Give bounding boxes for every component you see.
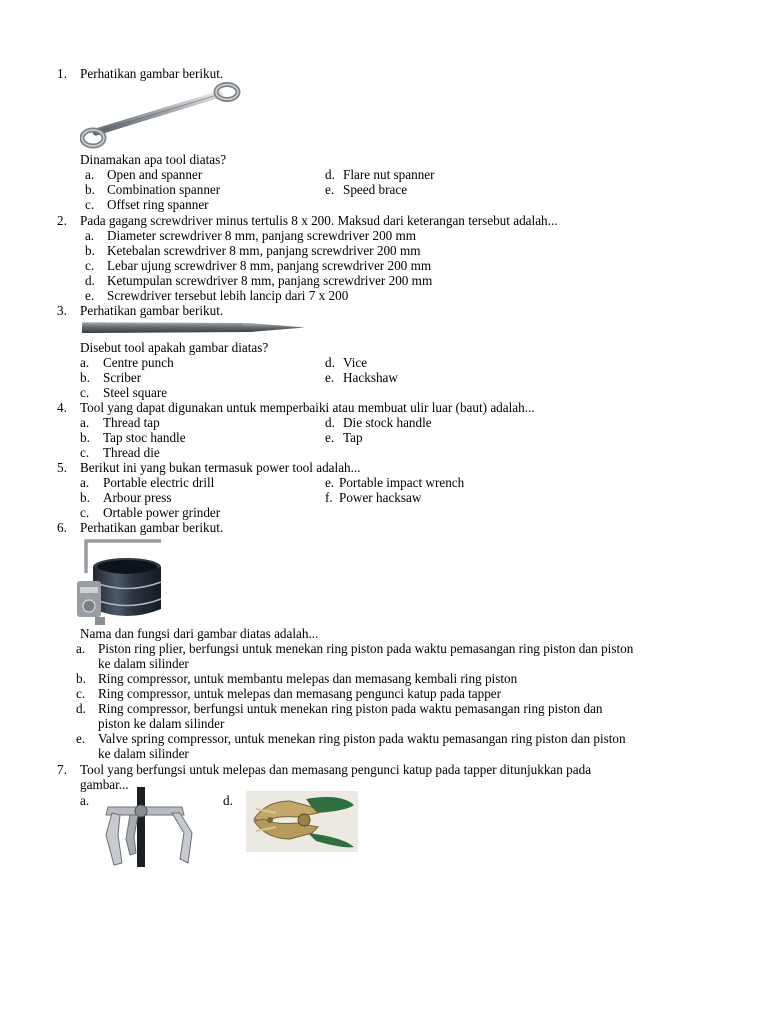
q2-option-d-letter: d. — [85, 273, 95, 288]
q5-text: Berikut ini yang bukan termasuk power tool adalah... — [80, 460, 361, 475]
q3-prompt: Disebut tool apakah gambar diatas? — [80, 340, 269, 355]
q1-text: Perhatikan gambar berikut. — [80, 66, 224, 81]
q3-option-e: Hackshaw — [343, 370, 398, 385]
q6-option-e-line2: ke dalam silinder — [98, 746, 189, 761]
q6-number: 6. — [57, 520, 67, 535]
q1-option-b: Combination spanner — [107, 182, 221, 197]
q4-option-d-letter: d. — [325, 415, 335, 430]
q6-option-a-letter: a. — [76, 641, 86, 656]
q5-option-f-letter: f. — [325, 490, 333, 505]
piston-ring-expander-image — [246, 791, 358, 852]
q4-option-e-letter: e. — [325, 430, 335, 445]
q6-option-d-letter: d. — [76, 701, 86, 716]
q3-text: Perhatikan gambar berikut. — [80, 303, 224, 318]
q5-option-b: Arbour press — [103, 490, 172, 505]
q7-text-line2: gambar... — [80, 777, 129, 792]
q6-option-c: Ring compressor, untuk melepas dan memasang pengunci katup pada tapper — [98, 686, 502, 701]
q1-prompt: Dinamakan apa tool diatas? — [80, 152, 227, 167]
q3-option-c: Steel square — [103, 385, 168, 400]
q4-number: 4. — [57, 400, 67, 415]
q6-text: Perhatikan gambar berikut. — [80, 520, 224, 535]
q1-option-c-letter: c. — [85, 197, 95, 212]
q1-option-b-letter: b. — [85, 182, 95, 197]
q3-option-d: Vice — [343, 355, 368, 370]
q5-option-f: Power hacksaw — [339, 490, 422, 505]
q3-option-a: Centre punch — [103, 355, 174, 370]
q6-option-b: Ring compressor, untuk membantu melepas dan memasang kembali ring piston — [98, 671, 518, 686]
q2-number: 2. — [57, 213, 67, 228]
q2-option-e: Screwdriver tersebut lebih lancip dari 7 x 200 — [107, 288, 349, 303]
q1-option-d: Flare nut spanner — [343, 167, 435, 182]
q1-option-a: Open and spanner — [107, 167, 203, 182]
q4-option-d: Die stock handle — [343, 415, 432, 430]
q5-option-b-letter: b. — [80, 490, 90, 505]
q4-option-e: Tap — [343, 430, 363, 445]
q5-option-c-letter: c. — [80, 505, 90, 520]
q6-option-d-line2: piston ke dalam silinder — [98, 716, 225, 731]
q4-text: Tool yang dapat digunakan untuk memperbaiki atau membuat ulir luar (baut) adalah... — [80, 400, 535, 415]
q5-number: 5. — [57, 460, 67, 475]
q1-number: 1. — [57, 66, 67, 81]
q4-option-b: Tap stoc handle — [103, 430, 186, 445]
q3-option-b-letter: b. — [80, 370, 90, 385]
q3-option-b: Scriber — [103, 370, 142, 385]
q2-option-b: Ketebalan screwdriver 8 mm, panjang screwdriver 200 mm — [107, 243, 421, 258]
q2-option-d: Ketumpulan screwdriver 8 mm, panjang screwdriver 200 mm — [107, 273, 433, 288]
q4-option-b-letter: b. — [80, 430, 90, 445]
q3-option-a-letter: a. — [80, 355, 90, 370]
q6-option-a-line1: Piston ring plier, berfungsi untuk menekan ring piston pada waktu pemasangan ring piston dan piston — [98, 641, 634, 656]
q3-option-d-letter: d. — [325, 355, 335, 370]
q3-option-c-letter: c. — [80, 385, 90, 400]
q1-option-a-letter: a. — [85, 167, 95, 182]
q1-option-d-letter: d. — [325, 167, 335, 182]
q2-option-a-letter: a. — [85, 228, 95, 243]
q2-option-c: Lebar ujung screwdriver 8 mm, panjang screwdriver 200 mm — [107, 258, 432, 273]
q6-option-c-letter: c. — [76, 686, 86, 701]
q6-option-b-letter: b. — [76, 671, 86, 686]
q3-option-e-letter: e. — [325, 370, 335, 385]
piston-ring-compressor-image — [75, 537, 163, 627]
q5-option-a-letter: a. — [80, 475, 90, 490]
q4-option-a-letter: a. — [80, 415, 90, 430]
q2-option-e-letter: e. — [85, 288, 95, 303]
q7-option-d-letter: d. — [223, 793, 233, 808]
q5-option-e-letter: e. — [325, 475, 335, 490]
q3-number: 3. — [57, 303, 67, 318]
q4-option-a: Thread tap — [103, 415, 160, 430]
q7-number: 7. — [57, 762, 67, 777]
q6-prompt: Nama dan fungsi dari gambar diatas adalah... — [80, 626, 319, 641]
q4-option-c: Thread die — [103, 445, 160, 460]
q2-option-c-letter: c. — [85, 258, 95, 273]
q7-text-line1: Tool yang berfungsi untuk melepas dan memasang pengunci katup pada tapper ditunjukkan pada — [80, 762, 592, 777]
q7-option-a-letter: a. — [80, 793, 90, 808]
q5-option-a: Portable electric drill — [103, 475, 215, 490]
q2-option-a: Diameter screwdriver 8 mm, panjang screwdriver 200 mm — [107, 228, 417, 243]
q5-option-c: Ortable power grinder — [103, 505, 221, 520]
q6-option-d-line1: Ring compressor, berfungsi untuk menekan ring piston pada waktu pemasangan ring piston dan — [98, 701, 603, 716]
q1-option-e-letter: e. — [325, 182, 335, 197]
q2-option-b-letter: b. — [85, 243, 95, 258]
q4-option-c-letter: c. — [80, 445, 90, 460]
q1-option-e: Speed brace — [343, 182, 408, 197]
gear-puller-image — [100, 787, 195, 871]
centre-punch-image — [80, 319, 308, 337]
q5-option-e: Portable impact wrench — [339, 475, 465, 490]
q6-option-a-line2: ke dalam silinder — [98, 656, 189, 671]
q1-option-c: Offset ring spanner — [107, 197, 209, 212]
q6-option-e-line1: Valve spring compressor, untuk menekan ring piston pada waktu pemasangan ring piston dan piston — [98, 731, 626, 746]
q6-option-e-letter: e. — [76, 731, 86, 746]
offset-ring-spanner-image — [80, 82, 242, 152]
q2-text: Pada gagang screwdriver minus tertulis 8 x 200. Maksud dari keterangan tersebut adalah... — [80, 213, 558, 228]
